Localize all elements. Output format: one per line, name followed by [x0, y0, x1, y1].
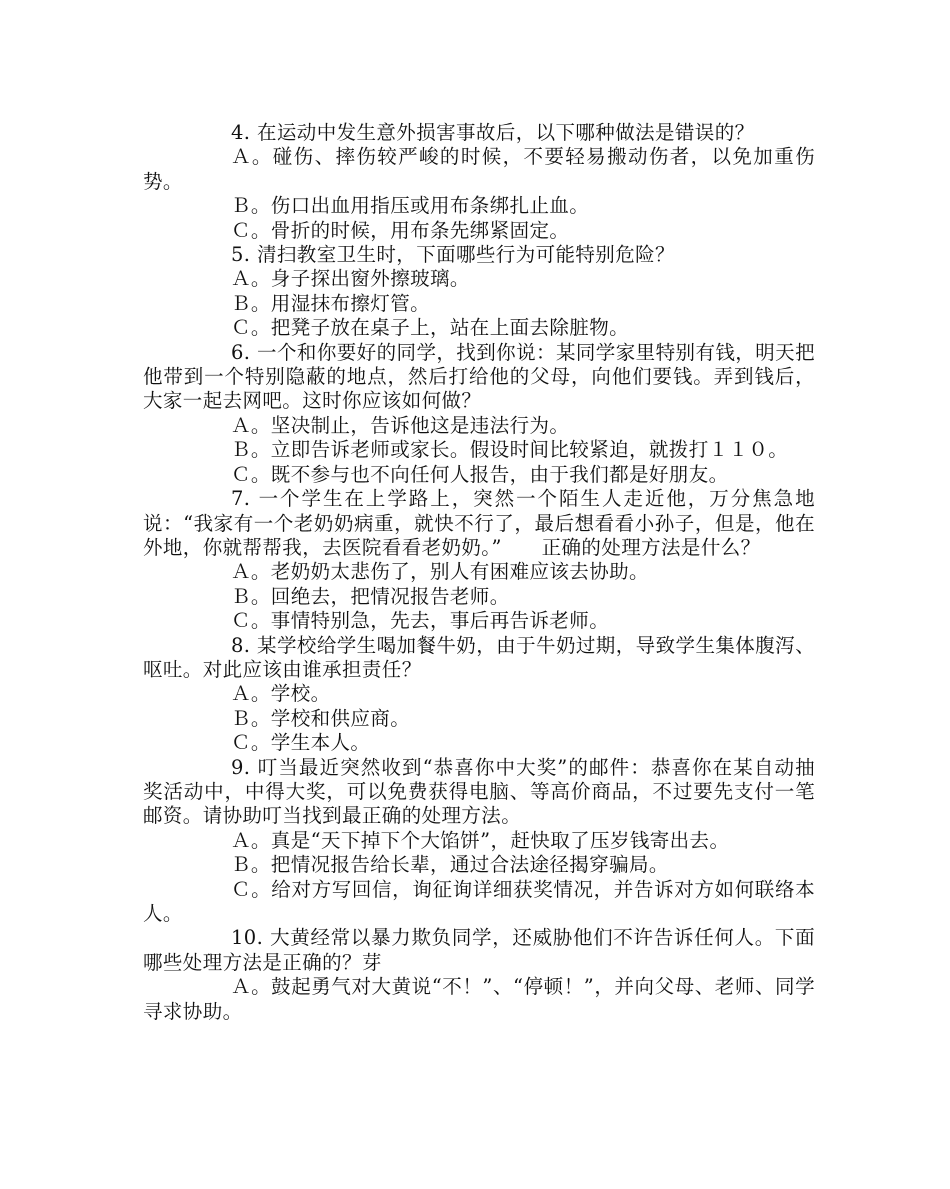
option-5c: Ｃ。把凳子放在桌子上，站在上面去除脏物。: [231, 316, 630, 340]
option-9b: Ｂ。把情况报告给长辈，通过合法途径揭穿骗局。: [231, 853, 669, 877]
option-5a: Ａ。身子探出窗外擦玻璃。: [231, 267, 470, 291]
option-5b: Ｂ。用湿抹布擦灯管。: [231, 291, 431, 315]
question-6: 6. 一个和你要好的同学，找到你说：某同学家里特别有钱，明天把他带到一个特别隐蔽的地点，然后打给他的父母，向他们要钱。弄到钱后，大家一起去网吧。这时你应该如何做？: [143, 340, 815, 413]
question-7: 7. 一个学生在上学路上，突然一个陌生人走近他，万分焦急地说：“我家有一个老奶奶病重，就快不行了，最后想看看小孙子，但是，他在外地，你就帮帮我，去医院看看老奶奶。” 正确的处理方法是什么？: [143, 487, 815, 559]
option-7b: Ｂ。回绝去，把情况报告老师。: [231, 584, 510, 608]
question-9: 9. 叮当最近突然收到“恭喜你中大奖”的邮件：恭喜你在某自动抽奖活动中，中得大奖，可以免费获得电脑、等高价商品，不过要先支付一笔邮资。请协助叮当找到最正确的处理方法。: [143, 755, 815, 828]
question-5: 5. 清扫教室卫生时，下面哪些行为可能特别危险？: [231, 243, 675, 267]
option-7a: Ａ。老奶奶太悲伤了，别人有困难应该去协助。: [231, 560, 649, 584]
option-6c: Ｃ。既不参与也不向任何人报告，由于我们都是好朋友。: [231, 462, 729, 486]
option-6b: Ｂ。立即告诉老师或家长。假设时间比较紧迫，就拨打１１０。: [231, 438, 789, 462]
question-4: 4. 在运动中发生意外损害事故后，以下哪种做法是错误的？: [231, 121, 755, 144]
option-8c: Ｃ。学生本人。: [231, 731, 371, 755]
option-6a: Ａ。坚决制止，告诉他这是违法行为。: [231, 413, 570, 437]
option-9a: Ａ。真是“天下掉下个大馅饼”，赶快取了压岁钱寄出去。: [231, 828, 730, 852]
option-9c: Ｃ。给对方写回信，询征询详细获奖情况，并告诉对方如何联络本人。: [143, 877, 815, 925]
option-4b: Ｂ。伤口出血用指压或用布条绑扎止血。: [231, 194, 590, 218]
question-10: 10. 大黄经常以暴力欺负同学，还威胁他们不许告诉任何人。下面哪些处理方法是正确的？芽: [143, 926, 815, 974]
option-10a: Ａ。鼓起勇气对大黄说“不！”、“停顿！”，并向父母、老师、同学寻求协助。: [143, 975, 815, 1023]
option-7c: Ｃ。事情特别急，先去，事后再告诉老师。: [231, 609, 610, 633]
option-8a: Ａ。学校。: [231, 682, 331, 706]
option-4c: Ｃ。骨折的时候，用布条先绑紧固定。: [231, 218, 570, 242]
option-4a: Ａ。碰伤、摔伤较严峻的时候，不要轻易搬动伤者，以免加重伤势。: [143, 145, 815, 193]
document-body: [143, 121, 815, 1024]
question-8: 8. 某学校给学生喝加餐牛奶，由于牛奶过期，导致学生集体腹泻、呕吐。对此应该由谁承担责任？: [143, 633, 815, 681]
option-8b: Ｂ。学校和供应商。: [231, 706, 411, 730]
